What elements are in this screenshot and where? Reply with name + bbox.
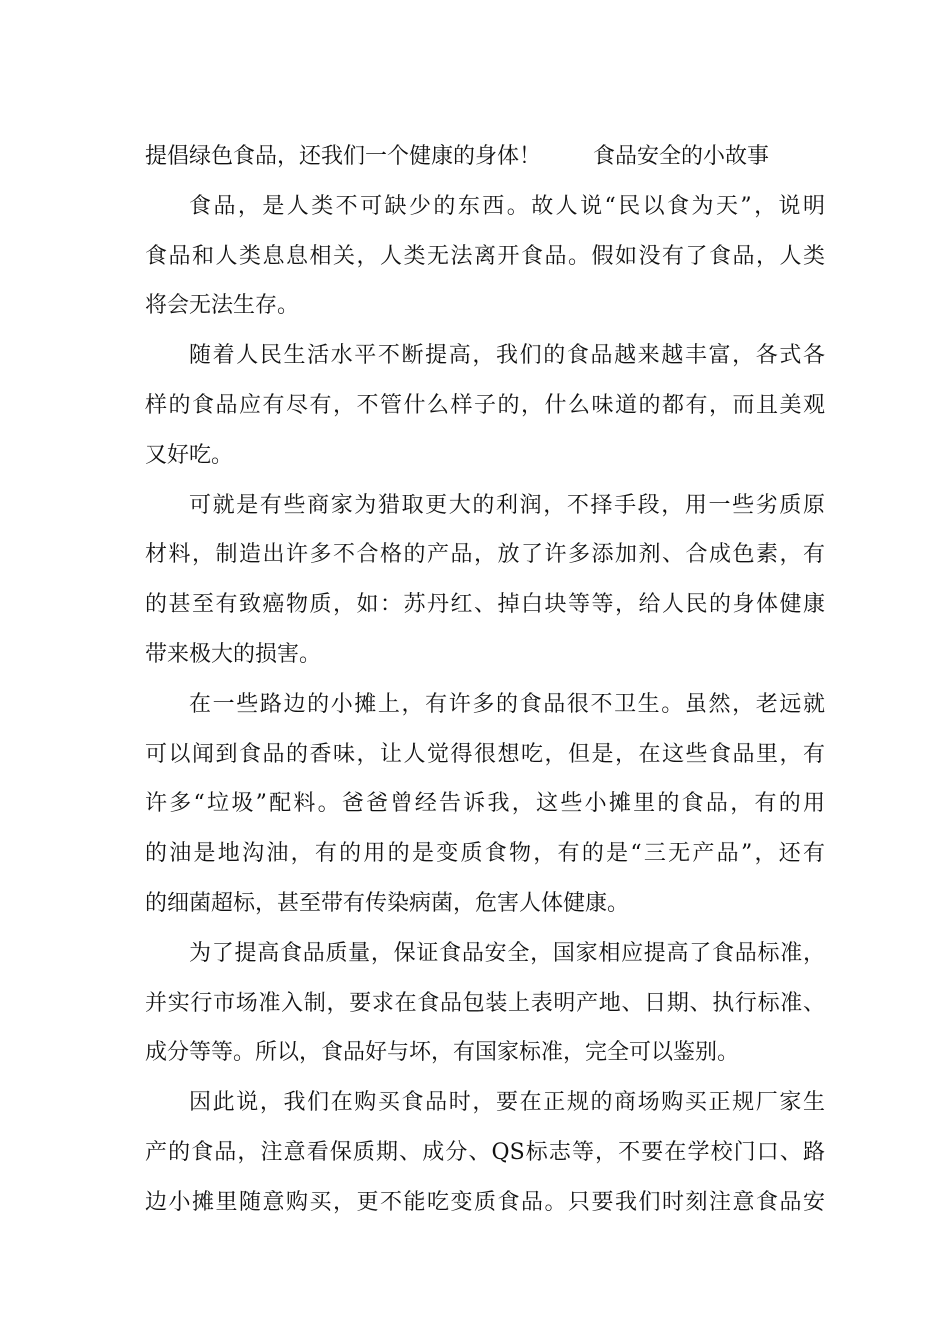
paragraph-line: 许多“垃圾”配料。爸爸曾经告诉我，这些小摊里的食品，有的用 xyxy=(145,791,825,817)
paragraph-line: 的甚至有致癌物质，如：苏丹红、掉白块等等，给人民的身体健康 xyxy=(145,592,825,618)
closing-sentence: 提倡绿色食品，还我们一个健康的身体！ xyxy=(145,144,542,169)
paragraph-line: 因此说，我们在购买食品时，要在正规的商场购买正规厂家生 xyxy=(189,1090,825,1116)
paragraph-line: 为了提高食品质量，保证食品安全，国家相应提高了食品标准， xyxy=(189,940,825,966)
story-title: 食品安全的小故事 xyxy=(593,144,770,169)
paragraph-line: 食品和人类息息相关，人类无法离开食品。假如没有了食品，人类 xyxy=(145,243,825,269)
paragraph-line: 并实行市场准入制，要求在食品包装上表明产地、日期、执行标准、 xyxy=(145,990,825,1016)
paragraph-line: 又好吃。 xyxy=(145,442,234,468)
paragraph-line: 随着人民生活水平不断提高，我们的食品越来越丰富，各式各 xyxy=(189,343,825,369)
paragraph-line: 的细菌超标，甚至带有传染病菌，危害人体健康。 xyxy=(145,890,630,916)
document-body xyxy=(145,132,825,1228)
paragraph-line: 可就是有些商家为猎取更大的利润，不择手段，用一些劣质原 xyxy=(189,492,825,518)
paragraph-line: 样的食品应有尽有，不管什么样子的，什么味道的都有，而且美观 xyxy=(145,392,825,418)
paragraph-line: 可以闻到食品的香味，让人觉得很想吃，但是，在这些食品里，有 xyxy=(145,741,825,767)
paragraph-line: 食品，是人类不可缺少的东西。故人说“民以食为天”，说明 xyxy=(189,193,825,219)
paragraph-line: 边小摊里随意购买，更不能吃变质食品。只要我们时刻注意食品安 xyxy=(145,1189,825,1215)
paragraph-line: 在一些路边的小摊上，有许多的食品很不卫生。虽然，老远就 xyxy=(189,691,825,717)
paragraph-line: 将会无法生存。 xyxy=(145,293,300,319)
document-line xyxy=(145,132,825,182)
paragraph-line: 带来极大的损害。 xyxy=(145,641,322,667)
paragraph-line: 产的食品，注意看保质期、成分、QS标志等，不要在学校门口、路 xyxy=(145,1139,825,1165)
paragraph-line: 的油是地沟油，有的用的是变质食物，有的是“三无产品”，还有 xyxy=(145,841,825,867)
paragraph-line: 材料，制造出许多不合格的产品，放了许多添加剂、合成色素，有 xyxy=(145,542,825,568)
paragraph-line: 成分等等。所以，食品好与坏，有国家标准，完全可以鉴别。 xyxy=(145,1040,740,1066)
